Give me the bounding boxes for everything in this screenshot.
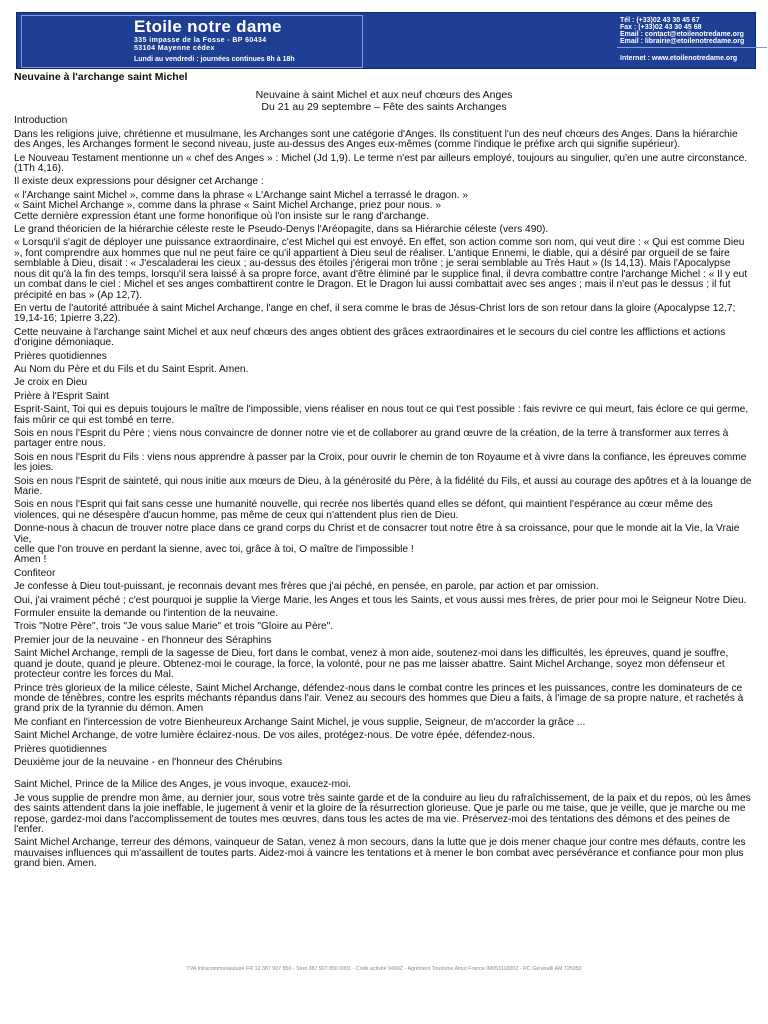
paragraph: « Lorsqu'il s'agit de déployer une puissance extraordinaire, c'est Michel qui est envoyé. En effet, son action comme son nom, qui veut dire : « Qui est comme Dieu », font comprendre aux hommes que nul ne peut faire ce qu'il appartient à Dieu seul de réaliser. L'antique Ennemi, le diable, qui a désiré par orgueil de se faire semblable à Dieu, disait : « J'escaladerai les cieux ; au-dessus des étoiles j'érigerai mon trône ; je serai semblable au Très Haut » (Is 14,13). Mais l'Apocalypse nous dit qu'à la fin des temps, lorsqu'il sera laissé à sa propre force, avant d'être éliminé par le supplice final, il devra combattre contre l'archange Michel : « Il y eut un combat dans le ciel : Michel et ses anges combattirent contre le Dragon. Et le Dragon lui aussi combattait avec ses anges ; mais il n'eut pas le dessus ; il fut précipité en bas » (Ap 12,7). — [14, 237, 748, 301]
paragraph: Je vous supplie de prendre mon âme, au dernier jour, sous votre très sainte garde et de la conduire au lieu du rafraîchissement, de la paix et du repos, où les âmes des saints attendent dans la joie ineffable, le jugement à venir et la gloire de la résurrection glorieuse. Que je parle ou me taise, que je veille, que je marche ou me repose, gardez-moi dans l'accomplissement de toutes mes œuvres, dans tous les actes de ma vie. Préservez-moi des tentations des démons et des peines de l'enfer. — [14, 792, 751, 835]
address-line-1: 335 impasse de la Fosse - BP 60434 — [134, 37, 267, 44]
paragraph: Il existe deux expressions pour désigner cet Archange : — [14, 176, 264, 188]
paragraph: Trois "Notre Père", trois "Je vous salue Marie" et trois "Gloire au Père". — [14, 621, 334, 633]
paragraph: « l'Archange saint Michel », comme dans la phrase « L'Archange saint Michel a terrassé le dragon. » « Saint Michel Archange », comme dans la phrase « Saint Michel Archange, priez pour nous. » Cette dernière expression étant une forme honorifique où l'on insiste sur le rang d'archange. — [14, 189, 469, 222]
paragraph: Oui, j'ai vraiment péché ; c'est pourquoi je supplie la Vierge Marie, les Anges et tous les Saints, et vous aussi mes frères, de prier pour moi le Seigneur Notre Dieu. — [14, 594, 747, 606]
paragraph-list — [14, 116, 754, 869]
subtitle-1: Neuvaine à saint Michel et aux neuf chœurs des Anges — [255, 89, 513, 102]
paragraph: Saint Michel Archange, de votre lumière éclairez-nous. De vos ailes, protégez-nous. De votre épée, défendez-nous. — [14, 730, 535, 742]
paragraph: En vertu de l'autorité attribuée à saint Michel Archange, l'ange en chef, il sera comme le bras de Jésus-Christ lors de son retour dans la gloire (Apocalypse 12,7; 19,14-16; 1pierre 3,22). — [14, 302, 736, 325]
paragraph: Prières quotidiennes — [14, 350, 107, 362]
paragraph: Premier jour de la neuvaine - en l'honneur des Séraphins — [14, 634, 272, 646]
header-divider — [617, 47, 767, 48]
address-line-2: 53104 Mayenne cédex — [134, 45, 215, 52]
paragraph: Esprit-Saint, Toi qui es depuis toujours le maître de l'impossible, viens réaliser en nous tout ce qui t'est possible : fais revivre ce qui meurt, fais éclore ce qui germe, fais mûrir ce qui est tombé en terre. — [14, 404, 749, 426]
paragraph: Sois en nous l'Esprit du Fils : viens nous apprendre à passer par la Croix, pour ouvrir le chemin de ton Royaume et à vivre dans la confiance, les épreuves comme les joies. — [14, 451, 747, 474]
paragraph: Donne-nous à chacun de trouver notre place dans ce grand corps du Christ et de consacrer tout notre être à sa croissance, pour que le monde ait la Vie, la Vraie Vie, celle que l'on trouve en perdant la sienne, avec toi, grâce à toi, O maître de l'impossible ! Amen ! — [14, 523, 740, 566]
brand-name: Etoile notre dame — [134, 17, 282, 36]
paragraph: Je confesse à Dieu tout-puissant, je reconnais devant mes frères que j'ai péché, en pensée, en parole, par action et par omission. — [14, 581, 599, 593]
paragraph: Sois en nous l'Esprit qui fait sans cesse une humanité nouvelle, qui recrée nos libertés quand elles se défont, qui maintient l'espérance au cœur même des violences, qui ne désespère d'aucun homme, pas même de ceux qui n'attendent plus rien de Dieu. — [14, 499, 713, 521]
document-title: Neuvaine à l'archange saint Michel — [14, 71, 188, 83]
paragraph: Formuler ensuite la demande ou l'intention de la neuvaine. — [14, 608, 279, 620]
paragraph: Introduction — [14, 115, 68, 127]
paragraph: Deuxième jour de la neuvaine - en l'honneur des Chérubins — [14, 756, 283, 768]
paragraph: Le grand théoricien de la hiérarchie céleste reste le Pseudo-Denys l'Aréopagite, dans sa Hiérarchie céleste (vers 490). — [14, 224, 549, 236]
fax: Fax : (+33)02 43 30 45 68 — [620, 24, 702, 31]
paragraph: Me confiant en l'intercession de votre Bienheureux Archange Saint Michel, je vous supplie, Seigneur, de m'accorder la grâce ... — [14, 716, 586, 728]
paragraph: Confiteor — [14, 567, 56, 579]
opening-hours: Lundi au vendredi : journées continues 8h à 18h — [134, 56, 295, 63]
paragraph: Le Nouveau Testament mentionne un « chef des Anges » : Michel (Jd 1,9). Le terme n'est par ailleurs employé, toujours au singulier, qu'en une autre circonstance. (1Th 4,16). — [14, 152, 748, 175]
letterhead — [16, 12, 756, 69]
paragraph: Sois en nous l'Esprit du Père ; viens nous convaincre de donner notre vie et de collaborer au grand œuvre de la création, de la terre à transformer aux terres à partager entre nous. — [14, 427, 729, 450]
document-body — [14, 72, 754, 873]
paragraph: Saint Michel, Prince de la Milice des Anges, je vous invoque, exaucez-moi. — [14, 779, 351, 791]
email-contact: Email : contact@etoilenotredame.org — [620, 31, 744, 38]
paragraph: Prince très glorieux de la milice céleste, Saint Michel Archange, défendez-nous dans le combat contre les princes et les puissances, contre les dominateurs de ce monde de ténèbres, contre les esprits méchants répandus dans l'air. Venez au secours des hommes que Dieu a faits, à l'image de sa propre nature, et rachetés à grand prix de la tyrannie du démon. Amen — [14, 682, 744, 715]
paragraph: Dans les religions juive, chrétienne et musulmane, les Archanges sont une catégorie d'Anges. Ils constituent l'un des neuf chœurs des Anges. Dans la hiérarchie des Anges, les Archanges forment le second niveau, juste au-dessus des Anges eux-mêmes (comme l'indique le préfixe arch qui signifie supérieur). — [14, 128, 738, 151]
footer-legal: TVA Intracommunautaire FR 12 387 907 850 - Siret 387 907 850 0001 - Code activité 9499Z - Agrément Tourisme Atout France IM053110002 - RC Généralli AM 725950 — [186, 966, 582, 972]
paragraph: Au Nom du Père et du Fils et du Saint Esprit. Amen. — [14, 363, 249, 375]
paragraph: Saint Michel Archange, rempli de la sagesse de Dieu, fort dans le combat, venez à mon aide, soutenez-moi dans les difficultés, les épreuves, quand je souffre, quand je doute, quand je pleure. Obtenez-moi le courage, la force, la volonté, pour ne pas me laisser abattre. Saint Michel Archange, soyez mon défenseur et protecteur contre les forces du Mal. — [14, 648, 729, 681]
email-librairie: Email : librairie@etoilenotredame.org — [620, 38, 745, 45]
website: Internet : www.etoilenotredame.org — [620, 55, 738, 62]
paragraph: Cette neuvaine à l'archange saint Michel et aux neuf chœurs des anges obtient des grâces extraordinaires et le secours du ciel contre les afflictions et actions d'origine démoniaque. — [14, 326, 726, 349]
paragraph: Saint Michel Archange, terreur des démons, vainqueur de Satan, venez à mon secours, dans la lutte que je dois mener chaque jour contre mes défauts, contre les mauvaises influences qui m'assaillent de toutes parts. Aidez-moi à vaincre les tentations et à mener le bon combat avec persévérance et confiance pour mon plus grand bien. Amen. — [14, 837, 746, 870]
paragraph: Prière à l'Esprit Saint — [14, 390, 109, 402]
paragraph: Je croix en Dieu — [14, 377, 88, 389]
subtitle-2: Du 21 au 29 septembre – Fête des saints Archanges — [261, 101, 507, 114]
paragraph: Prières quotidiennes — [14, 743, 107, 755]
paragraph: Sois en nous l'Esprit de sainteté, qui nous initie aux mœurs de Dieu, à la générosité du Père, à la fidélité du Fils, et aussi au courage des apôtres et à la louange de Marie. — [14, 475, 752, 497]
tel: Tél : (+33)02 43 30 45 67 — [620, 17, 700, 24]
